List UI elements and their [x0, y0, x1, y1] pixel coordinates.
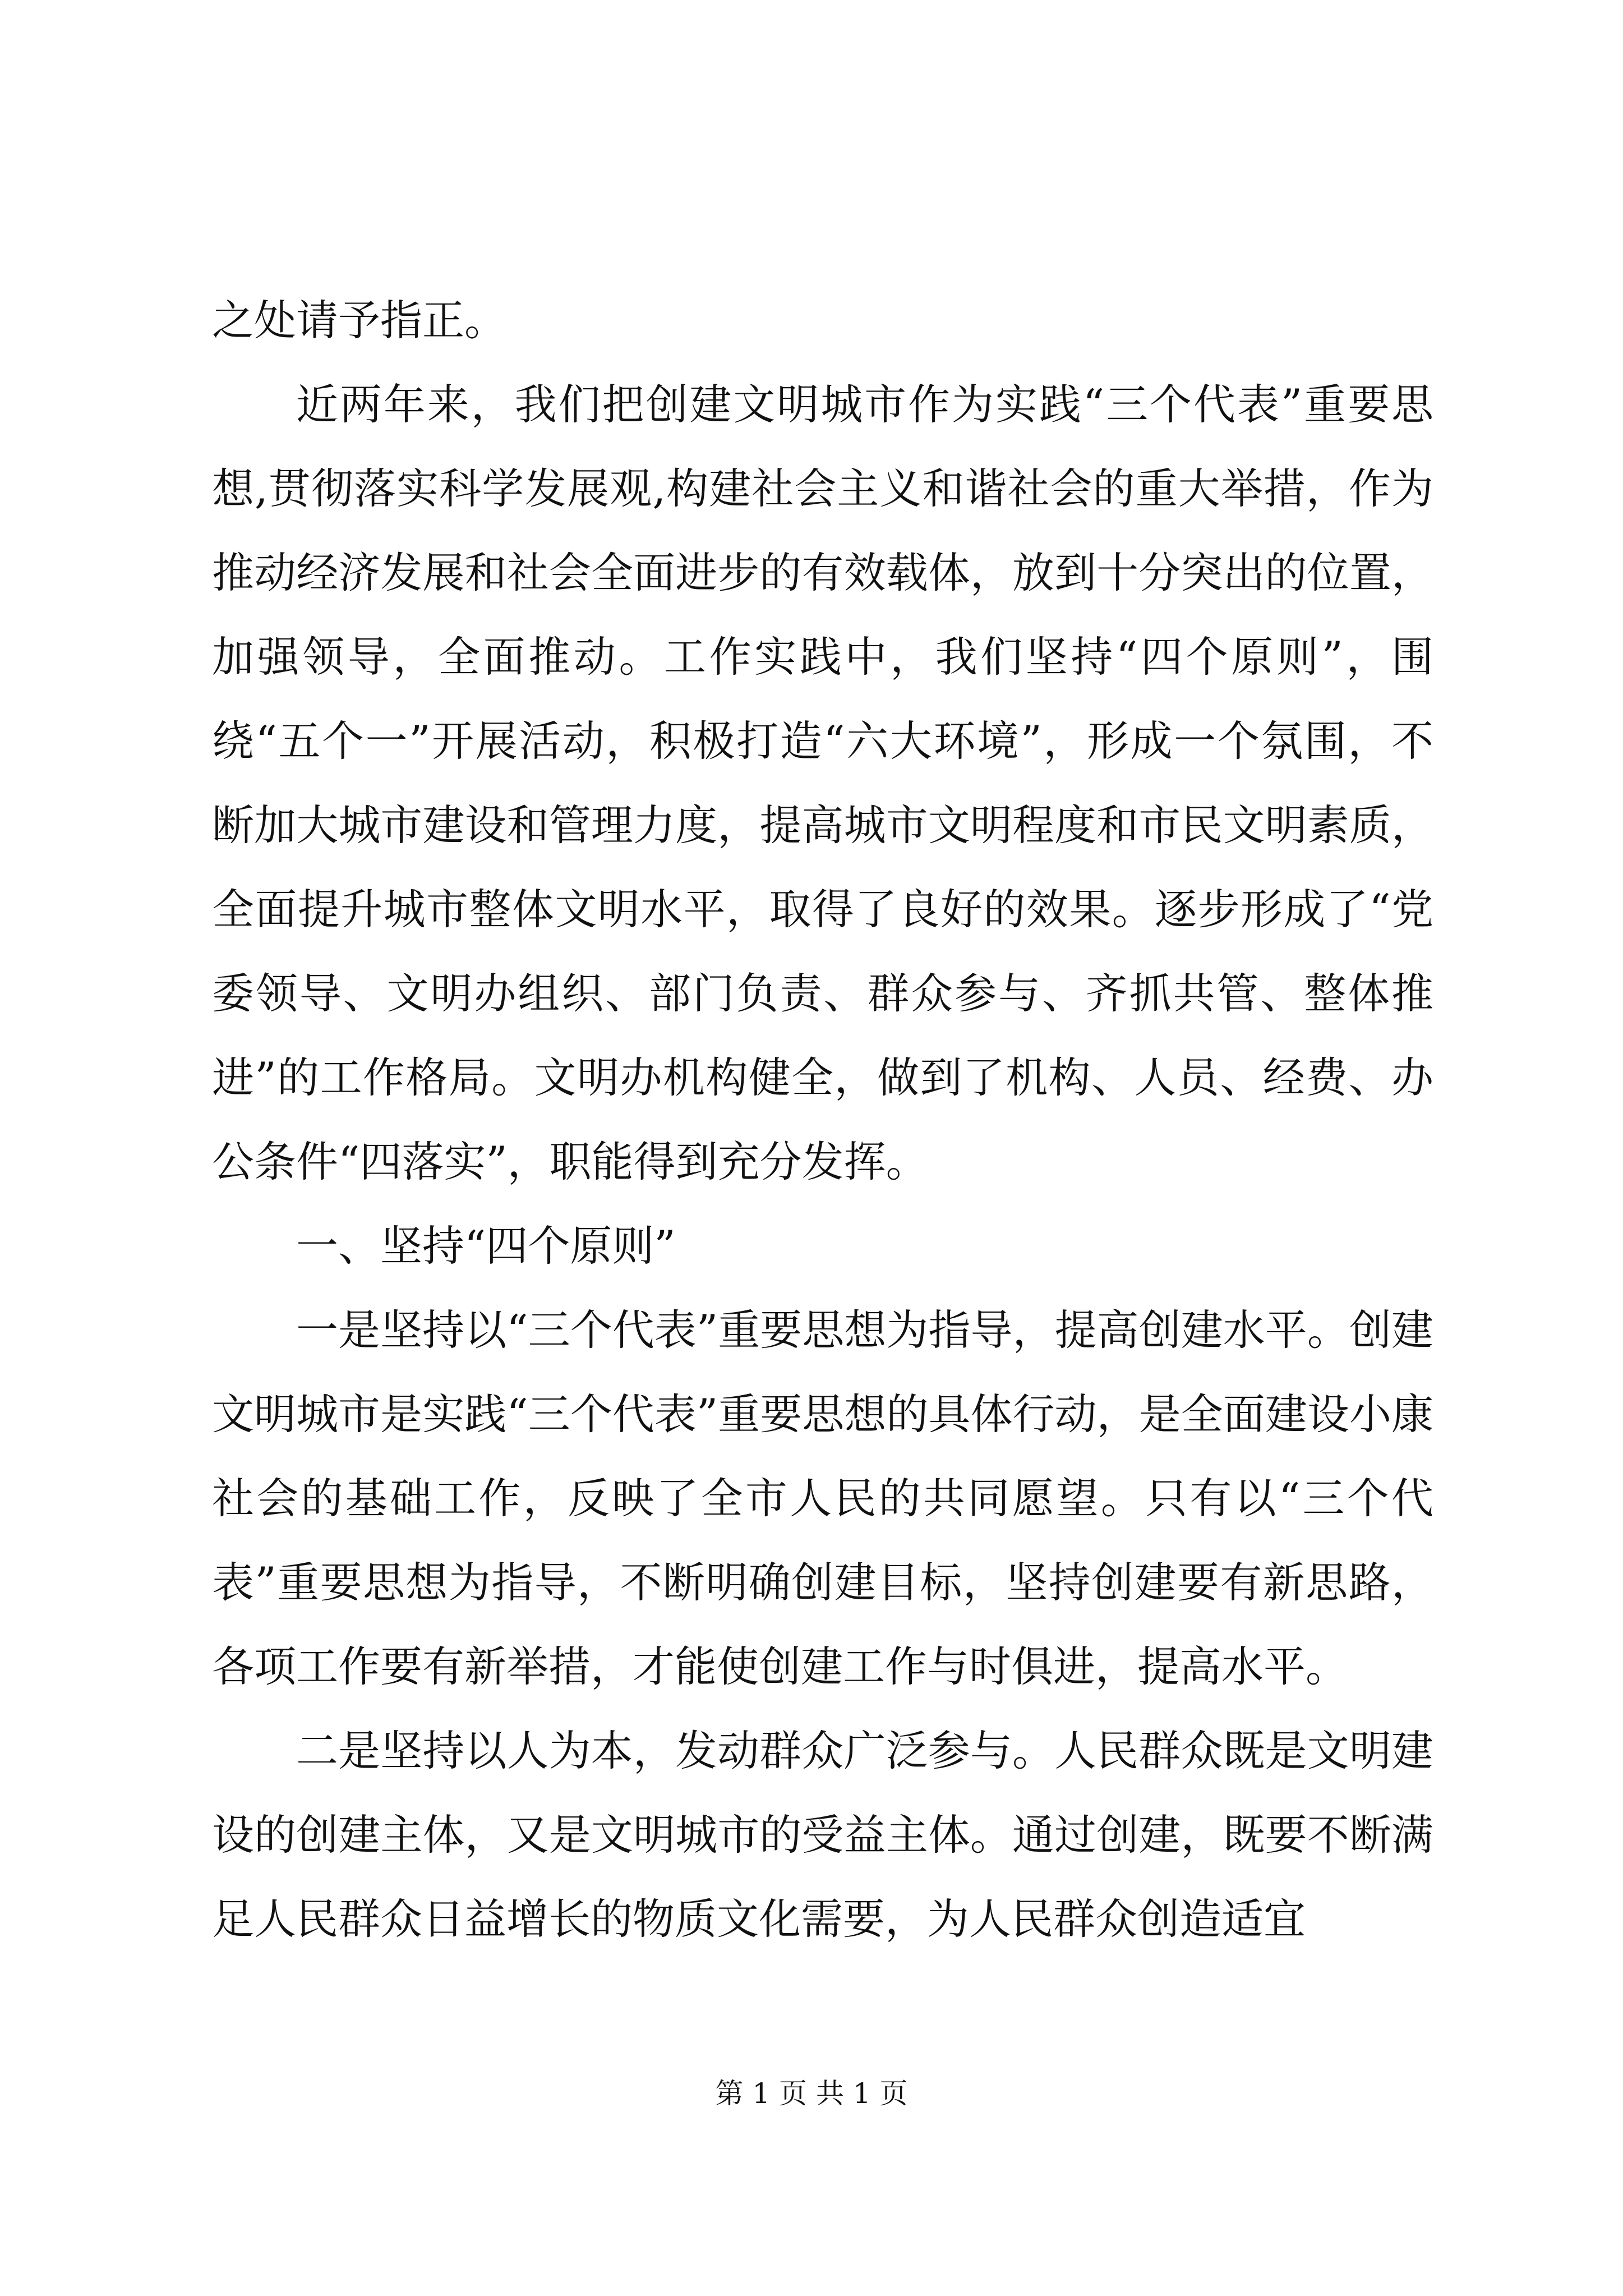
paragraph-principle-two: 二是坚持以人为本，发动群众广泛参与。人民群众既是文明建设的创建主体，又是文明城市的受益主体。通过创建，既要不断满足人民群众日益增长的物质文化需要，为人民群众创造适宜 [212, 1726, 1433, 1944]
paragraph-intro: 近两年来，我们把创建文明城市作为实践“三个代表”重要思想,贯彻落实科学发展观,构建社会主义和谐社会的重大举措，作为推动经济发展和社会全面进步的有效载体，放到十分突出的位置，加强领导，全面推动。工作实践中，我们坚持“四个原则”，围绕“五个一”开展活动，积极打造“六大环境”，形成一个氛围，不断加大城市建设和管理力度，提高城市文明程度和市民文明素质，全面提升城市整体文明水平，取得了良好的效果。逐步形成了“党委领导、文明办组织、部门负责、群众参与、齐抓共管、整体推进”的工作格局。文明办机构健全，做到了机构、人员、经费、办公条件“四落实”，职能得到充分发挥。 [212, 380, 1433, 1186]
document-body [212, 278, 1433, 1961]
paragraph-principle-one: 一是坚持以“三个代表”重要思想为指导，提高创建水平。创建文明城市是实践“三个代表”重要思想的具体行动，是全面建设小康社会的基础工作，反映了全市人民的共同愿望。只有以“三个代表”重要思想为指导，不断明确创建目标，坚持创建要有新思路，各项工作要有新举措，才能使创建工作与时俱进，提高水平。 [212, 1305, 1433, 1691]
page-footer: 第 1 页 共 1 页 [715, 2077, 908, 2110]
paragraph-continuation: 之处请予指正。 [212, 296, 507, 345]
section-heading: 一、坚持“四个原则” [296, 1221, 676, 1271]
